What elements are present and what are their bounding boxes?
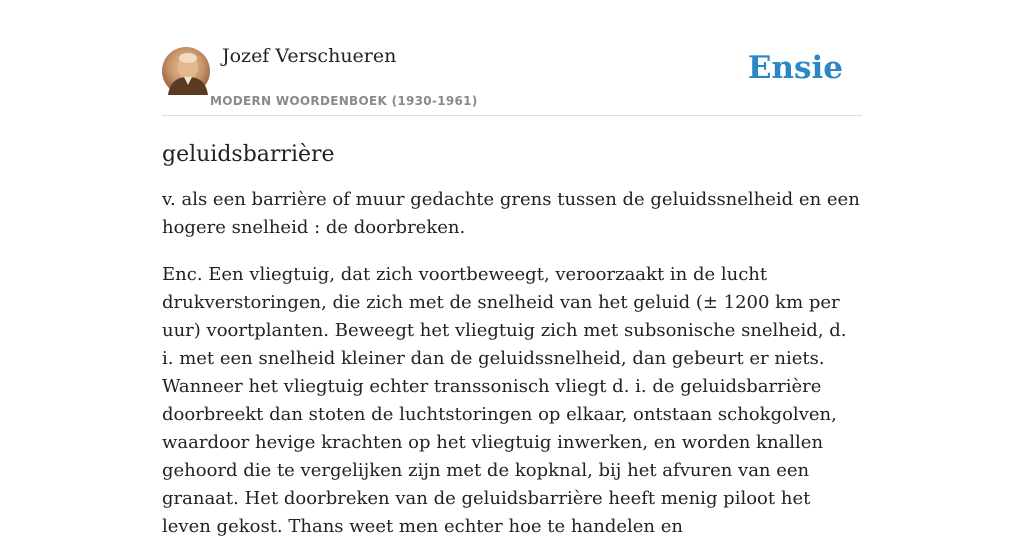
source-label[interactable]: MODERN WOORDENBOEK (1930-1961) bbox=[210, 94, 478, 108]
author-portrait-icon bbox=[162, 47, 210, 95]
entry-header bbox=[162, 40, 862, 116]
ensie-logo-link[interactable]: Ensie bbox=[747, 50, 843, 86]
author-avatar[interactable] bbox=[162, 47, 210, 95]
entry-encyclopedic-text: Enc. Een vliegtuig, dat zich voortbeweegt, veroorzaakt in de lucht drukverstoringen, die zich met de snelheid van het geluid (± 1200 km per uur) voortplanten. Beweegt het vliegtuig zich met subsonische snelheid, d. i. met een snelheid kleiner dan de geluidssnelheid, dan gebeurt er niets. Wanneer het vliegtuig echter transsonisch vliegt d. i. de geluidsbarrière doorbreekt dan stoten de luchtstoringen op elkaar, ontstaan schokgolven, waardoor hevige krachten op het vliegtuig inwerken, en worden knallen gehoord die te vergelijken zijn met de kopknal, bij het afvuren van een granaat. Het doorbreken van de geluidsbarrière heeft menig piloot het leven gekost. Thans weet men echter hoe te handelen en bbox=[162, 264, 847, 537]
entry-definition: v. als een barrière of muur gedachte grens tussen de geluidssnelheid en een hogere snelheid : de doorbreken. bbox=[162, 189, 860, 238]
entry-content bbox=[162, 138, 862, 560]
author-name[interactable]: Jozef Verschueren bbox=[222, 45, 397, 67]
entry-term: geluidsbarrière bbox=[162, 142, 335, 167]
